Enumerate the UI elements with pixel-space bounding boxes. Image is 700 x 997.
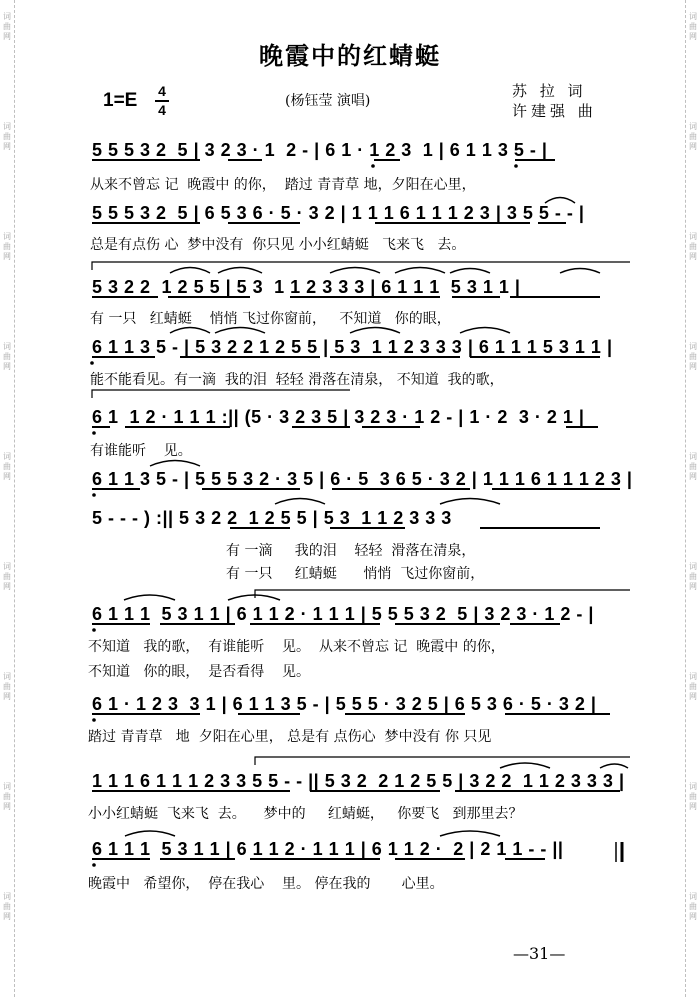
composer-credit: 许建强 曲 <box>512 102 597 120</box>
lyrics-line-7b: 有 一只 红蜻蜓 悄悄 飞过你窗前， <box>226 566 485 582</box>
notation-line-1: 5 5 5 3 2 5 | 3 2 3 · 1 2 - | 6 1 · 1 2 3 1 | 6 1 1 3 5 - | <box>92 140 548 160</box>
watermark-left-5: 词 曲 网 <box>3 452 11 481</box>
final-barline <box>616 842 622 862</box>
watermark-left-4: 词 曲 网 <box>3 342 11 371</box>
notation-line-5: 6 1 1 2 · 1 1 1 :|| (5 · 3 2 3 5 | 3 2 3 · 1 2 - | 1 · 2 3 · 2 1 | <box>92 407 585 427</box>
watermark-right-7: 词 曲 网 <box>689 672 697 701</box>
lyrics-line-9: 踏过 青青草 地 夕阳在心里， 总是有 点伤心 梦中没有 你 只见 <box>88 729 492 745</box>
lyrics-line-3: 有 一只 红蜻蜓 悄悄 飞过你窗前， 不知道 你的眼， <box>90 311 451 327</box>
lyrics-line-1: 从来不曾忘 记 晚霞中 的你， 踏过 青青草 地，夕阳在心里， <box>90 177 476 193</box>
lyrics-line-8b: 不知道 你的眼， 是否看得 见。 <box>88 664 311 680</box>
lyrics-line-2: 总是有点伤 心 梦中没有 你只见 小小红蜻蜓 飞来飞 去。 <box>90 237 466 253</box>
watermark-left-2: 词 曲 网 <box>3 122 11 151</box>
volta-brackets <box>92 262 633 765</box>
notation-line-8: 6 1 1 1 5 3 1 1 | 6 1 1 2 · 1 1 1 | 5 5 5 3 2 5 | 3 2 3 · 1 2 - | <box>92 604 594 624</box>
key-signature: 1=E <box>103 90 138 111</box>
notation-line-9: 6 1 · 1 2 3 3 1 | 6 1 1 3 5 - | 5 5 5 · 3 2 5 | 6 5 3 6 · 5 · 3 2 | <box>92 694 597 714</box>
time-signature-top: 4 <box>158 83 166 99</box>
notation-line-2: 5 5 5 3 2 5 | 6 5 3 6 · 5 · 3 2 | 1 1 1 6 1 1 1 2 3 | 3 5 5 - - | <box>92 203 585 223</box>
watermark-right-8: 词 曲 网 <box>689 782 697 811</box>
watermark-right-9: 词 曲 网 <box>689 892 697 921</box>
watermark-right-6: 词 曲 网 <box>689 562 697 591</box>
watermark-left-7: 词 曲 网 <box>3 672 11 701</box>
watermark-left-3: 词 曲 网 <box>3 232 11 261</box>
lyrics-line-5: 有谁能听 见。 <box>90 443 192 459</box>
watermark-right-1: 词 曲 网 <box>689 12 697 41</box>
watermark-left-6: 词 曲 网 <box>3 562 11 591</box>
slurs <box>124 198 628 837</box>
watermark-left-9: 词 曲 网 <box>3 892 11 921</box>
notation-line-3: 5 3 2 2 1 2 5 5 | 5 3 1 1 2 3 3 3 | 6 1 1 1 5 3 1 1 | <box>92 277 521 297</box>
lyrics-line-4: 能不能看见。有一滴 我的泪 轻轻 滑落在清泉， 不知道 我的歌， <box>90 372 504 388</box>
watermark-right-3: 词 曲 网 <box>689 232 697 261</box>
octave-dots <box>90 164 521 867</box>
page-number: —31— <box>513 944 566 963</box>
watermark-right-2: 词 曲 网 <box>689 122 697 151</box>
lyrics-line-10: 小小红蜻蜓 飞来飞 去。 梦中的 红蜻蜓， 你要飞 到那里去？ <box>88 806 523 822</box>
watermark-right-5: 词 曲 网 <box>689 452 697 481</box>
watermark-left-8: 词 曲 网 <box>3 782 11 811</box>
time-signature-bottom: 4 <box>158 102 166 118</box>
rhythm-beams <box>92 160 620 859</box>
lyrics-line-7a: 有 一滴 我的泪 轻轻 滑落在清泉， <box>226 543 476 559</box>
lyricist-credit: 苏 拉 词 <box>512 82 587 100</box>
lyrics-line-8a: 不知道 我的歌， 有谁能听 见。 从来不曾忘 记 晚霞中 的你， <box>88 639 505 655</box>
performer-credit: (杨钰莹 演唱) <box>285 93 371 109</box>
notation-line-4: 6 1 1 3 5 - | 5 3 2 2 1 2 5 5 | 5 3 1 1 2 3 3 3 | 6 1 1 1 5 3 1 1 | <box>92 337 613 357</box>
lyrics-line-11: 晚霞中 希望你， 停在我心 里。 停在我的 心里。 <box>88 876 444 892</box>
watermark-right-4: 词 曲 网 <box>689 342 697 371</box>
notation-line-10: 1 1 1 6 1 1 1 2 3 3 5 5 - - || 5 3 2 2 1 2 5 5 | 3 2 2 1 1 2 3 3 3 | <box>92 771 625 791</box>
watermark-left-1: 词 曲 网 <box>3 12 11 41</box>
notation-line-7: 5 - - - ) :|| 5 3 2 2 1 2 5 5 | 5 3 1 1 2 3 3 3 <box>92 508 452 528</box>
song-title: 晚霞中的红蜻蜓 <box>259 41 441 70</box>
notation-line-11: 6 1 1 1 5 3 1 1 | 6 1 1 2 · 1 1 1 | 6 1 1 2 · 2 | 2 1 1 - - || <box>92 839 564 859</box>
notation-line-6: 6 1 1 3 5 - | 5 5 5 3 2 · 3 5 | 6 · 5 3 6 5 · 3 2 | 1 1 1 6 1 1 1 2 3 | <box>92 469 633 489</box>
